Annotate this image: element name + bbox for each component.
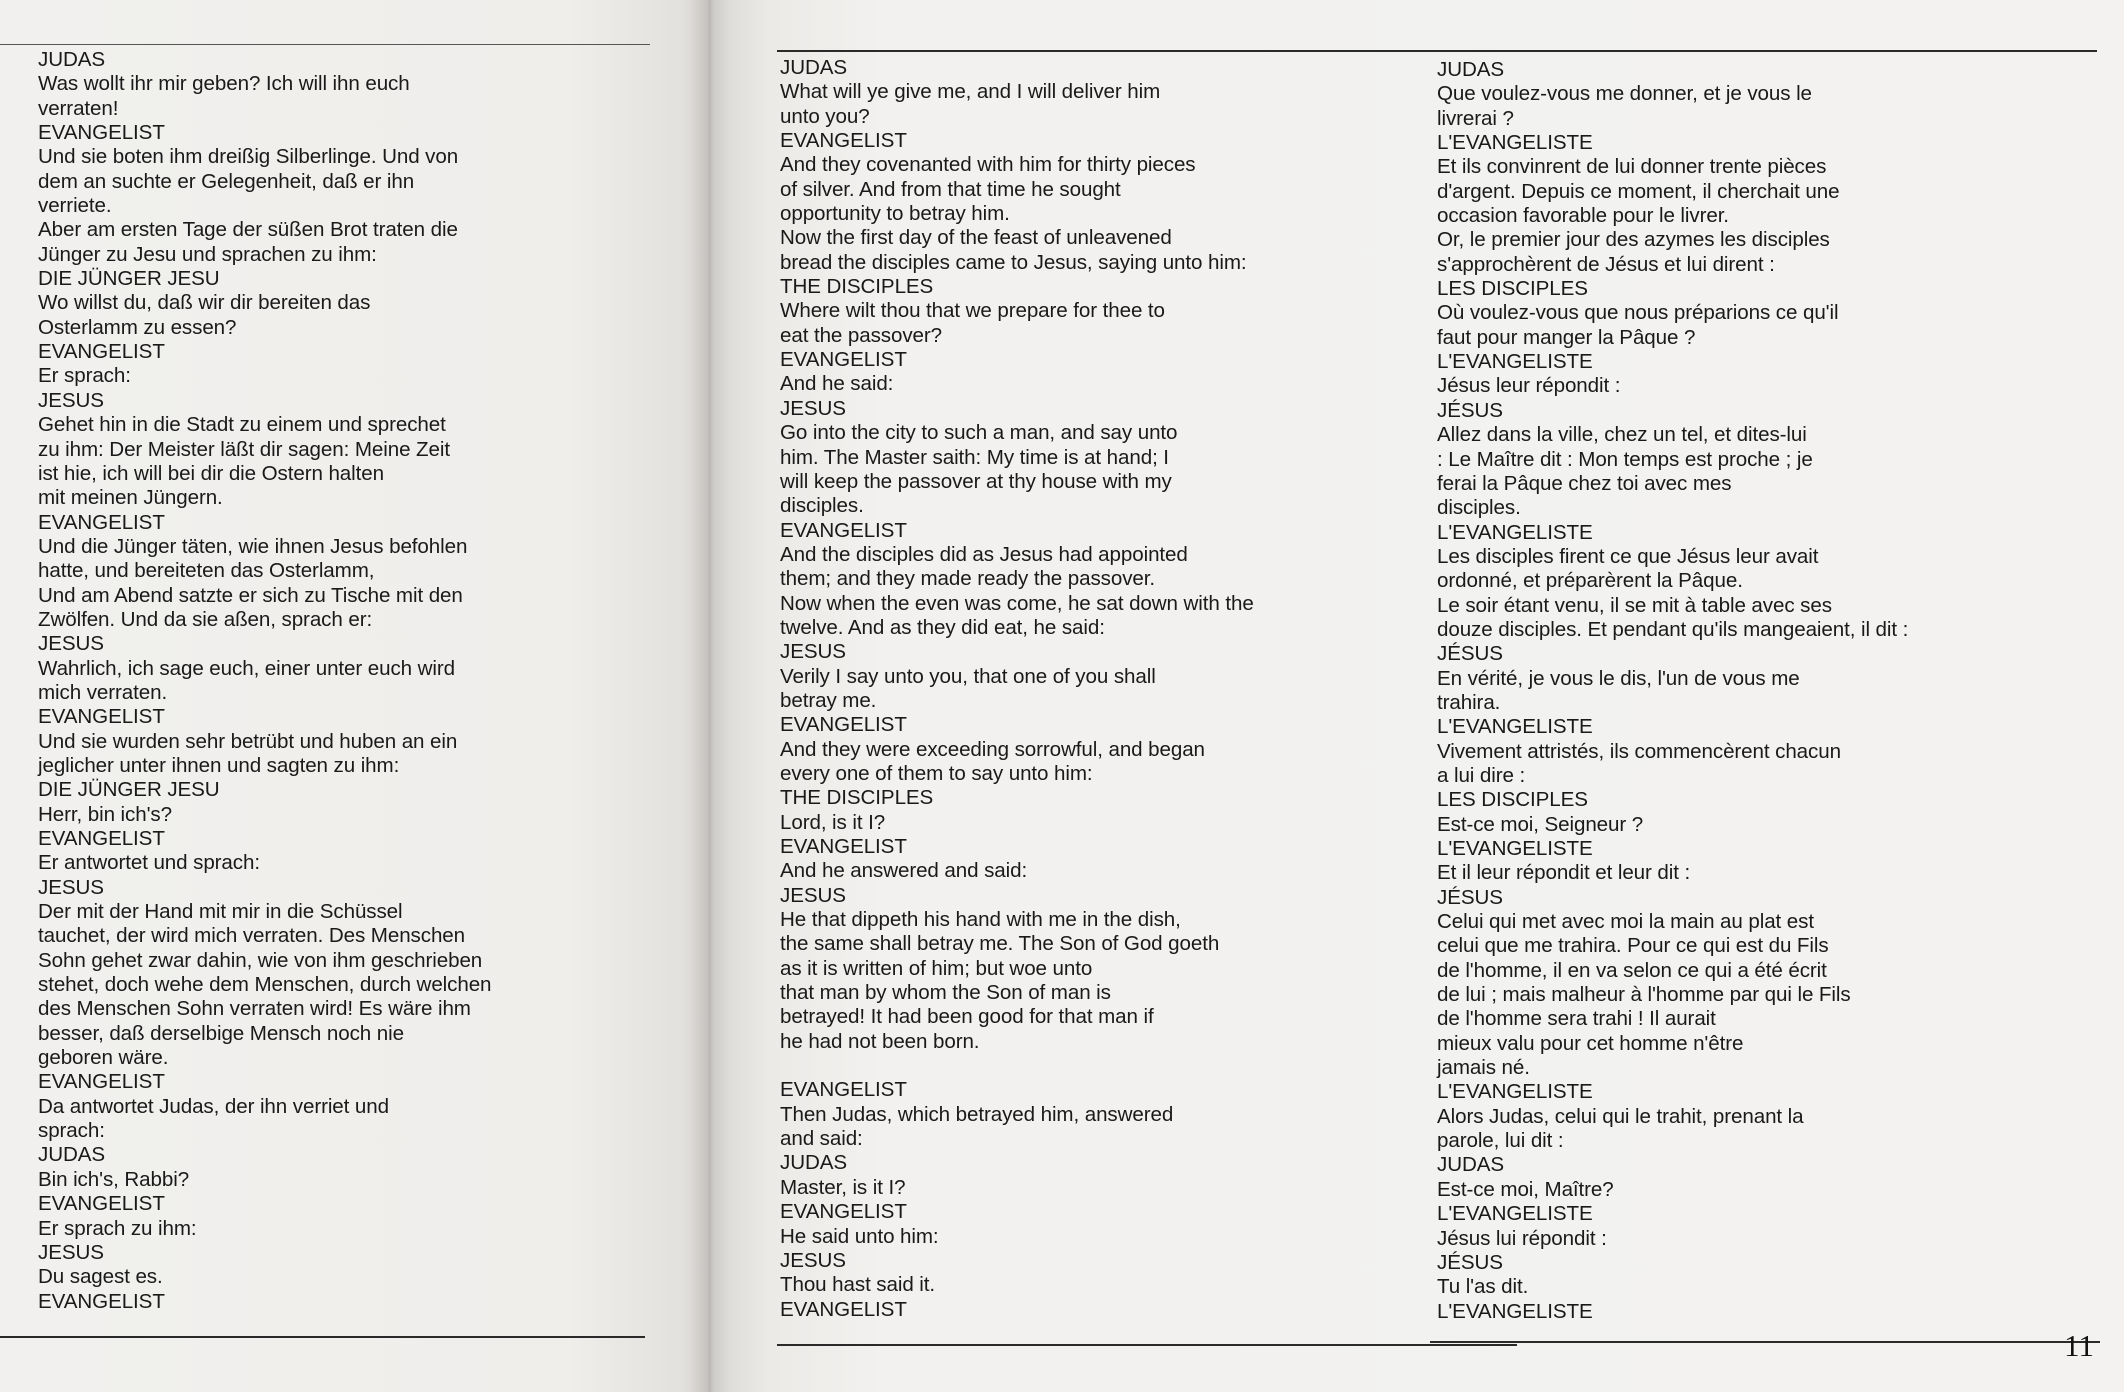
english-line: JESUS — [780, 1248, 846, 1272]
english-line: EVANGELIST — [780, 1200, 907, 1224]
english-line: betrayed! It had been good for that man if — [780, 1005, 1154, 1029]
german-line: Was wollt ihr mir geben? Ich will ihn euch — [38, 72, 410, 96]
german-line: Bin ich's, Rabbi? — [38, 1167, 190, 1191]
english-line: JESUS — [780, 883, 846, 907]
french-line: Les disciples firent ce que Jésus leur avait — [1437, 544, 1819, 568]
german-line: Er sprach: — [38, 364, 131, 388]
english-line: JESUS — [780, 640, 846, 664]
french-line: Celui qui met avec moi la main au plat est — [1437, 910, 1814, 934]
english-line: EVANGELIST — [780, 1297, 907, 1321]
french-line: ferai la Pâque chez toi avec mes — [1437, 471, 1732, 495]
english-line: JUDAS — [780, 56, 848, 79]
german-line: JUDAS — [38, 48, 106, 71]
german-line: JESUS — [38, 388, 104, 412]
german-line: EVANGELIST — [38, 1070, 165, 1094]
german-line: Osterlamm zu essen? — [38, 315, 237, 339]
english-line: twelve. And as they did eat, he said: — [780, 615, 1105, 639]
french-line: Jésus leur répondit : — [1437, 374, 1621, 398]
german-line: ist hie, ich will bei dir die Ostern halten — [38, 461, 384, 485]
english-line: What will ye give me, and I will deliver him — [780, 80, 1161, 104]
french-line: douze disciples. Et pendant qu'ils mangeaient, il dit : — [1437, 617, 1909, 641]
german-line: Und die Jünger täten, wie ihnen Jesus befohlen — [38, 534, 468, 558]
english-text-column — [780, 56, 1420, 1322]
french-line: Et ils convinrent de lui donner trente pièces — [1437, 155, 1827, 179]
german-line: verraten! — [38, 96, 119, 120]
french-line: a lui dire : — [1437, 763, 1526, 787]
english-line: unto you? — [780, 104, 870, 128]
german-line: JUDAS — [38, 1143, 106, 1167]
german-line: Gehet hin in die Stadt zu einem und sprechet — [38, 413, 446, 437]
french-line: Alors Judas, celui qui le trahit, prenant la — [1437, 1104, 1804, 1128]
german-line: Wo willst du, daß wir dir bereiten das — [38, 291, 371, 315]
english-line: opportunity to betray him. — [780, 202, 1010, 226]
french-line: L'EVANGELISTE — [1437, 715, 1593, 739]
french-line: s'approchèrent de Jésus et lui dirent : — [1437, 252, 1775, 276]
right-bottom-rule — [777, 1344, 1517, 1346]
french-line: parole, lui dit : — [1437, 1129, 1564, 1153]
french-line: L'EVANGELISTE — [1437, 1080, 1593, 1104]
french-line: JÉSUS — [1437, 398, 1503, 422]
english-line: JUDAS — [780, 1151, 848, 1175]
english-line: EVANGELIST — [780, 518, 907, 542]
french-line: Où voulez-vous que nous préparions ce qu'il — [1437, 301, 1839, 325]
french-text-column — [1437, 58, 2077, 1324]
german-line: mich verraten. — [38, 680, 168, 704]
german-line: EVANGELIST — [38, 340, 165, 364]
english-line: him. The Master saith: My time is at hand; I — [780, 445, 1169, 469]
german-line: EVANGELIST — [38, 510, 165, 534]
french-line: trahira. — [1437, 690, 1501, 714]
right-bottom-rule-2 — [1430, 1341, 2100, 1343]
french-line: Le soir étant venu, il se mit à table avec ses — [1437, 593, 1832, 617]
german-text-column — [38, 48, 678, 1314]
french-line: livrerai ? — [1437, 106, 1514, 130]
english-line: Master, is it I? — [780, 1175, 906, 1199]
english-line: EVANGELIST — [780, 713, 907, 737]
english-line: And he answered and said: — [780, 859, 1028, 883]
german-line: hatte, und bereiteten das Osterlamm, — [38, 559, 375, 583]
german-line: tauchet, der wird mich verraten. Des Menschen — [38, 924, 466, 948]
german-line: JESUS — [38, 875, 104, 899]
german-line: EVANGELIST — [38, 121, 165, 145]
english-line: eat the passover? — [780, 323, 943, 347]
french-line: JÉSUS — [1437, 642, 1503, 666]
english-line — [780, 1054, 1420, 1078]
french-line: En vérité, je vous le dis, l'un de vous me — [1437, 666, 1800, 690]
french-line: disciples. — [1437, 496, 1521, 520]
french-line: Or, le premier jour des azymes les disciples — [1437, 228, 1830, 252]
french-line: Jésus lui répondit : — [1437, 1226, 1607, 1250]
german-line: JESUS — [38, 632, 104, 656]
french-line: L'EVANGELISTE — [1437, 520, 1593, 544]
german-line: EVANGELIST — [38, 827, 165, 850]
german-line: verriete. — [38, 194, 112, 218]
french-line: occasion favorable pour le livrer. — [1437, 204, 1729, 228]
french-line: Vivement attristés, ils commencèrent chacun — [1437, 739, 1841, 763]
english-line: Now when the even was come, he sat down with the — [780, 591, 1254, 615]
french-line: d'argent. Depuis ce moment, il cherchait une — [1437, 179, 1840, 203]
french-line: Que voulez-vous me donner, et je vous le — [1437, 82, 1812, 106]
english-line: He said unto him: — [780, 1224, 939, 1248]
left-bottom-rule — [0, 1336, 645, 1338]
german-line: Wahrlich, ich sage euch, einer unter euch wird — [38, 656, 456, 680]
german-line: Und sie wurden sehr betrübt und huben an ein — [38, 729, 458, 753]
english-line: THE DISCIPLES — [780, 275, 934, 299]
english-line: JESUS — [780, 396, 846, 420]
english-line: Where wilt thou that we prepare for thee to — [780, 299, 1165, 323]
english-line: bread the disciples came to Jesus, saying unto him: — [780, 250, 1247, 274]
french-line: Et il leur répondit et leur dit : — [1437, 861, 1691, 885]
english-line: Lord, is it I? — [780, 810, 886, 834]
french-line: de l'homme, il en va selon ce qui a été écrit — [1437, 958, 1827, 982]
german-line: besser, daß derselbige Mensch noch nie — [38, 1021, 404, 1045]
german-line: Du sagest es. — [38, 1265, 163, 1289]
french-line: faut pour manger la Pâque ? — [1437, 325, 1696, 349]
left-page — [0, 0, 710, 1392]
french-line: Tu l'as dit. — [1437, 1275, 1529, 1299]
french-line: celui que me trahira. Pour ce qui est du Fils — [1437, 934, 1829, 958]
german-line: EVANGELIST — [38, 1289, 165, 1313]
german-line: JESUS — [38, 1240, 104, 1264]
french-line: mieux valu pour cet homme n'être — [1437, 1031, 1744, 1055]
french-line: L'EVANGELISTE — [1437, 131, 1593, 155]
english-line: EVANGELIST — [780, 348, 907, 372]
german-line: stehet, doch wehe dem Menschen, durch welchen — [38, 973, 492, 997]
german-line: Er sprach zu ihm: — [38, 1216, 197, 1240]
french-line: JÉSUS — [1437, 885, 1503, 909]
german-line: Der mit der Hand mit mir in die Schüssel — [38, 900, 403, 924]
english-line: Thou hast said it. — [780, 1273, 936, 1297]
french-line: JÉSUS — [1437, 1250, 1503, 1274]
french-line: L'EVANGELISTE — [1437, 837, 1593, 860]
right-top-rule — [777, 50, 2097, 52]
french-line: L'EVANGELISTE — [1437, 1202, 1593, 1226]
english-line: as it is written of him; but woe unto — [780, 956, 1093, 980]
german-line: DIE JÜNGER JESU — [38, 267, 220, 291]
english-line: And he said: — [780, 372, 894, 396]
german-line: sprach: — [38, 1119, 105, 1143]
english-line: he had not been born. — [780, 1029, 980, 1053]
french-line: L'EVANGELISTE — [1437, 350, 1593, 374]
german-line: Herr, bin ich's? — [38, 802, 172, 826]
german-line: Zwölfen. Und da sie aßen, sprach er: — [38, 607, 373, 631]
french-line: Allez dans la ville, chez un tel, et dites-lui — [1437, 423, 1807, 447]
german-line: zu ihm: Der Meister läßt dir sagen: Meine Zeit — [38, 437, 450, 461]
english-line: EVANGELIST — [780, 835, 907, 858]
german-line: Sohn gehet zwar dahin, wie von ihm geschrieben — [38, 948, 483, 972]
french-line: LES DISCIPLES — [1437, 788, 1588, 812]
english-line: betray me. — [780, 688, 877, 712]
german-line: Er antwortet und sprach: — [38, 851, 260, 875]
french-line: jamais né. — [1437, 1056, 1530, 1080]
german-line: mit meinen Jüngern. — [38, 486, 223, 510]
english-line: EVANGELIST — [780, 129, 907, 153]
french-line: L'EVANGELISTE — [1437, 1299, 1593, 1323]
german-line: des Menschen Sohn verraten wird! Es wäre ihm — [38, 997, 471, 1021]
french-line: ordonné, et préparèrent la Pâque. — [1437, 569, 1743, 593]
french-line: JUDAS — [1437, 1153, 1505, 1177]
english-line: And they covenanted with him for thirty pieces — [780, 153, 1196, 177]
english-line: And the disciples did as Jesus had appointed — [780, 542, 1188, 566]
english-line: of silver. And from that time he sought — [780, 177, 1121, 201]
german-line: EVANGELIST — [38, 1192, 165, 1216]
french-line: LES DISCIPLES — [1437, 277, 1588, 301]
german-line: Und am Abend satzte er sich zu Tische mit den — [38, 583, 463, 607]
german-line: DIE JÜNGER JESU — [38, 778, 220, 802]
french-line: Est-ce moi, Maître? — [1437, 1177, 1614, 1201]
english-line: Now the first day of the feast of unleavened — [780, 226, 1172, 250]
french-line: de lui ; mais malheur à l'homme par qui le Fils — [1437, 983, 1851, 1007]
german-line: geboren wäre. — [38, 1046, 169, 1070]
english-line: every one of them to say unto him: — [780, 761, 1093, 785]
english-line: disciples. — [780, 494, 864, 518]
english-line: Then Judas, which betrayed him, answered — [780, 1102, 1174, 1126]
english-line: will keep the passover at thy house with my — [780, 469, 1172, 493]
english-line: that man by whom the Son of man is — [780, 981, 1111, 1005]
english-line: them; and they made ready the passover. — [780, 567, 1156, 591]
german-line: Aber am ersten Tage der süßen Brot traten die — [38, 218, 458, 242]
page-number: 11 — [2064, 1328, 2094, 1363]
english-line: Verily I say unto you, that one of you shall — [780, 664, 1156, 688]
english-line: and said: — [780, 1127, 863, 1151]
german-line: jeglicher unter ihnen und sagten zu ihm: — [38, 753, 400, 777]
french-line: de l'homme sera trahi ! Il aurait — [1437, 1007, 1716, 1031]
german-line: EVANGELIST — [38, 705, 165, 729]
french-line: : Le Maître dit : Mon temps est proche ; je — [1437, 447, 1813, 471]
german-line: Jünger zu Jesu und sprachen zu ihm: — [38, 242, 377, 266]
english-line: And they were exceeding sorrowful, and began — [780, 737, 1205, 761]
german-line: dem an suchte er Gelegenheit, daß er ihn — [38, 169, 415, 193]
left-top-rule — [0, 44, 650, 45]
german-line: Da antwortet Judas, der ihn verriet und — [38, 1094, 389, 1118]
english-line: THE DISCIPLES — [780, 786, 934, 810]
english-line: Go into the city to such a man, and say unto — [780, 421, 1178, 445]
english-line: He that dippeth his hand with me in the dish, — [780, 908, 1181, 932]
german-line: Und sie boten ihm dreißig Silberlinge. Und von — [38, 145, 459, 169]
french-line: JUDAS — [1437, 58, 1505, 81]
english-line: the same shall betray me. The Son of God goeth — [780, 932, 1220, 956]
french-line: Est-ce moi, Seigneur ? — [1437, 812, 1644, 836]
english-line: EVANGELIST — [780, 1078, 907, 1102]
